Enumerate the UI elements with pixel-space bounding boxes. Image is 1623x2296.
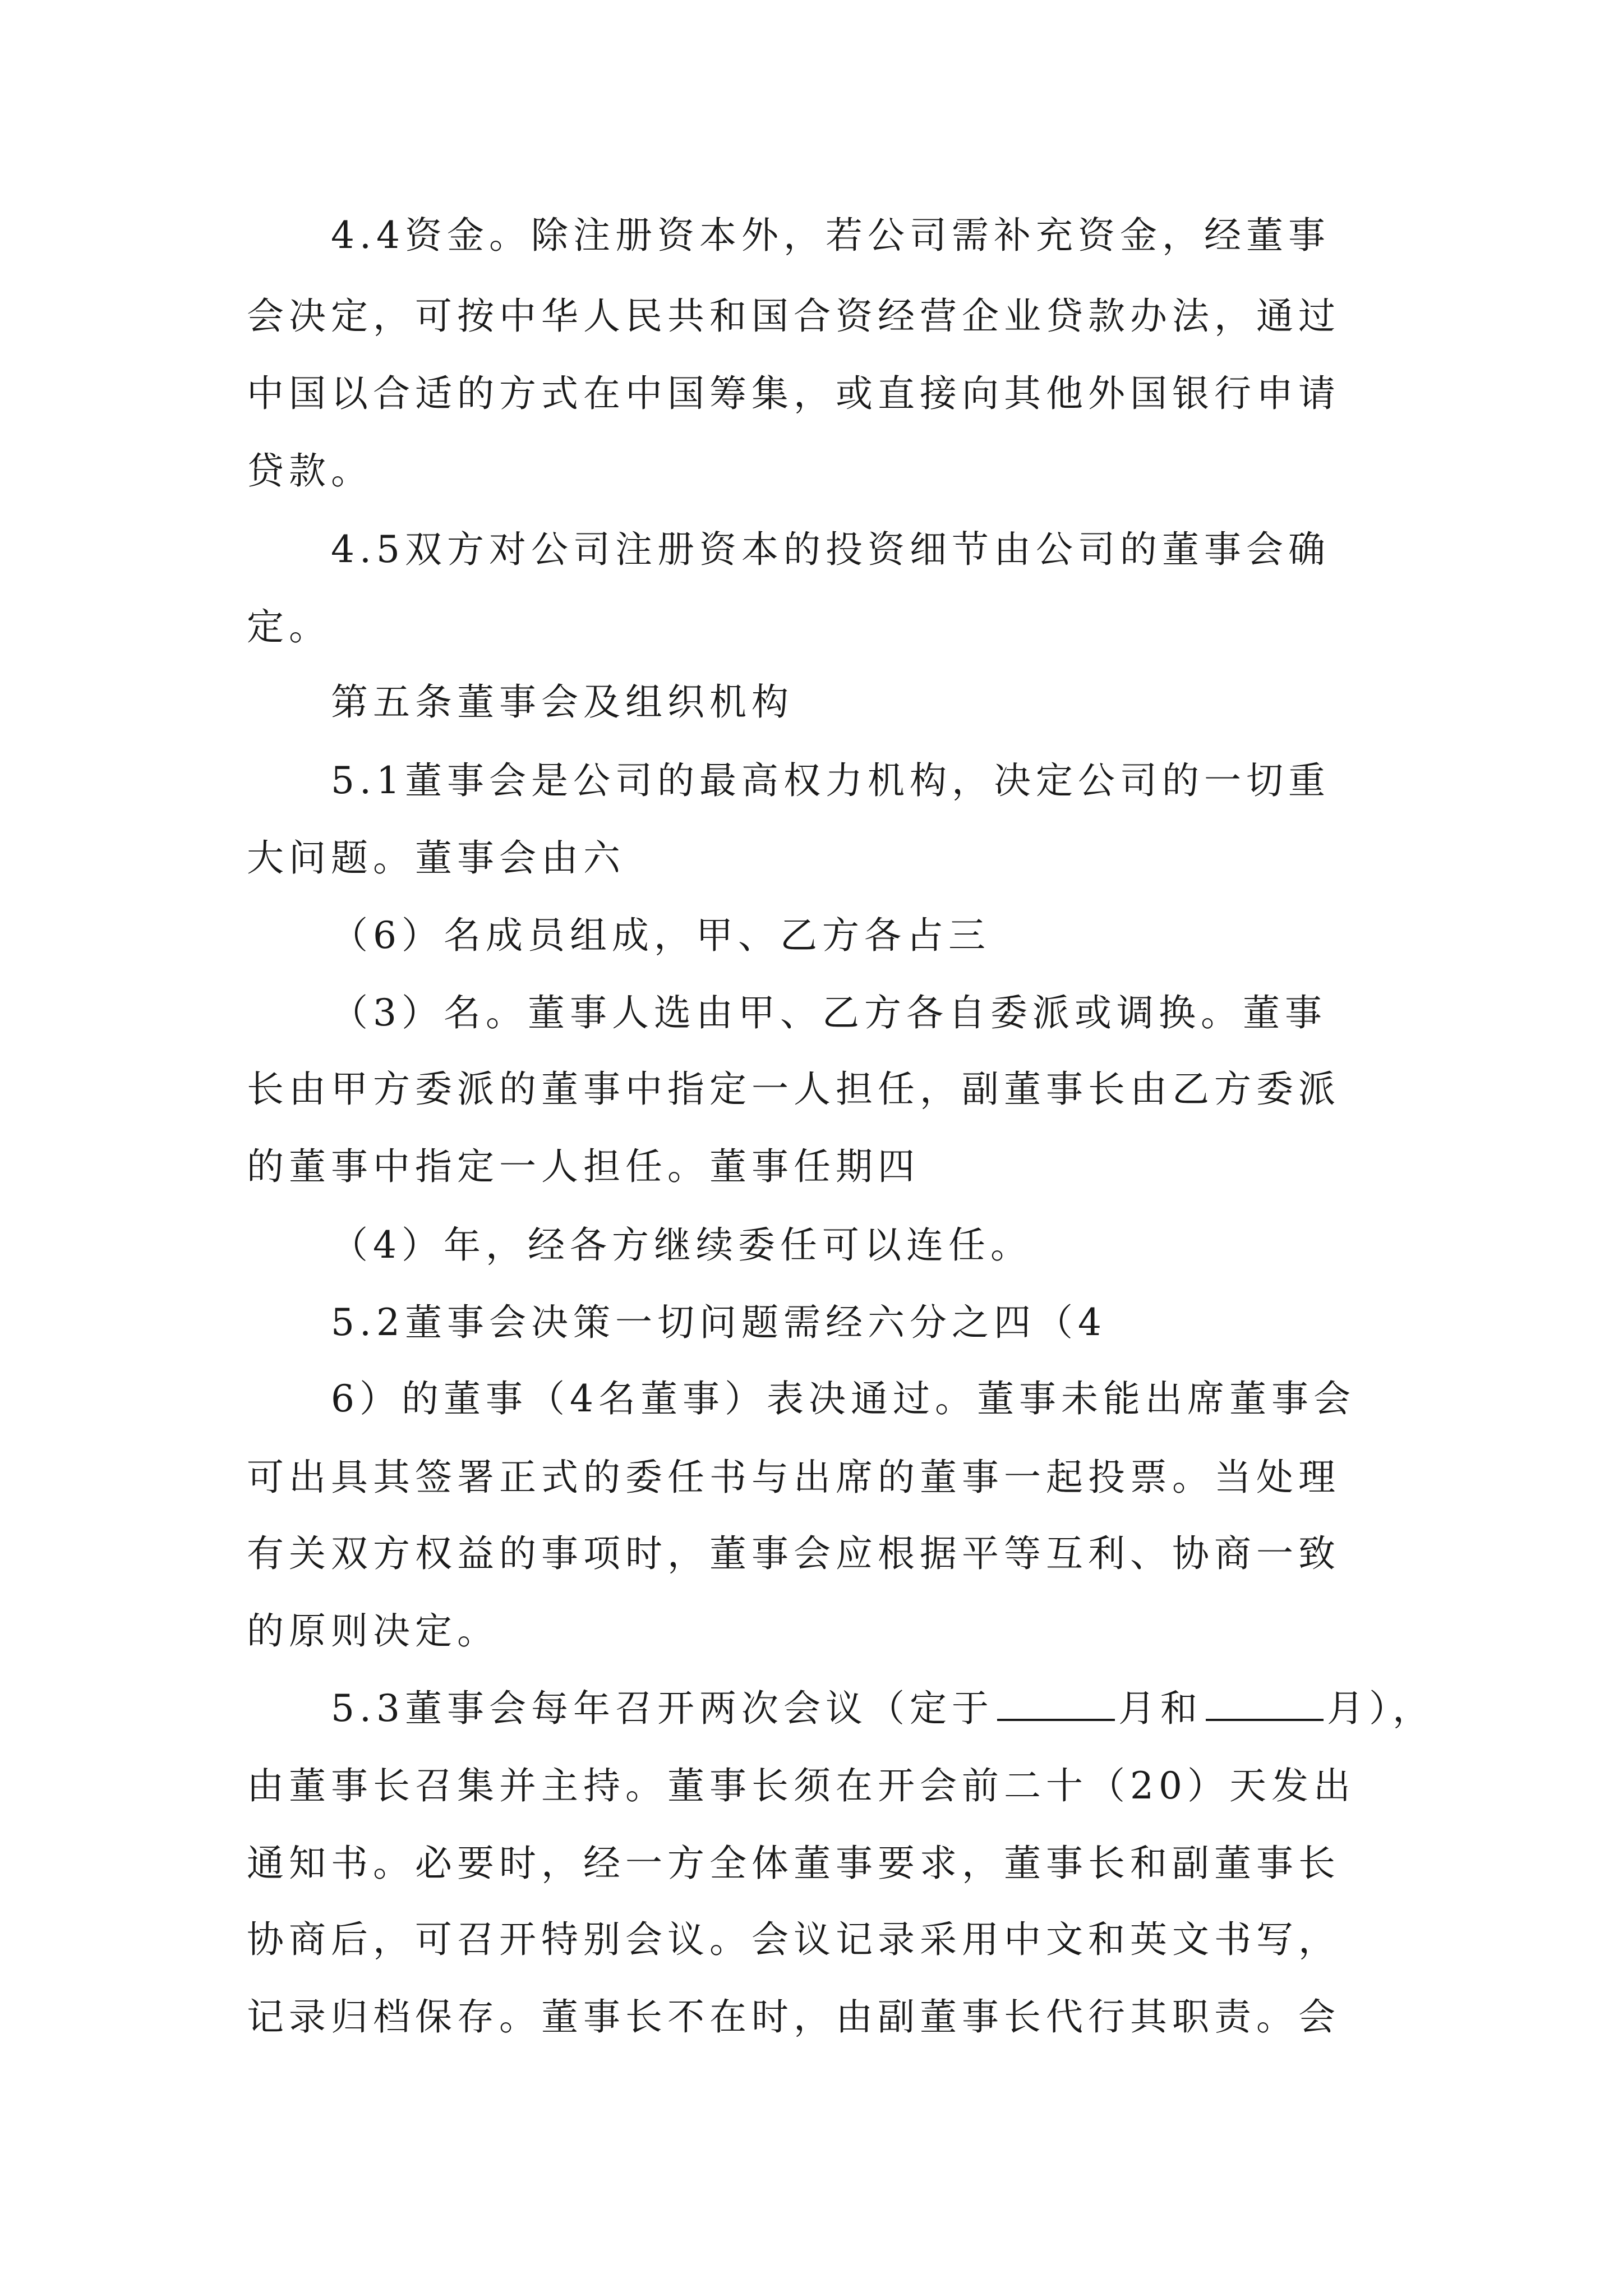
paragraph-4-5-line-2: 定。 (247, 605, 331, 648)
paragraph-5-1-line-6: 的董事中指定一人担任。董事任期四 (247, 1145, 920, 1188)
paragraph-5-1-line-7: （4）年，经各方继续委任可以连任。 (331, 1223, 1032, 1267)
paragraph-5-2-line-3: 可出具其签署正式的委任书与出席的董事一起投票。当处理 (247, 1456, 1340, 1499)
paragraph-5-2-line-4: 有关双方权益的事项时，董事会应根据平等互利、协商一致 (247, 1532, 1340, 1575)
paragraph-5-1-line-5: 长由甲方委派的董事中指定一人担任，副董事长由乙方委派 (247, 1068, 1340, 1111)
paragraph-5-1-line-4: （3）名。董事人选由甲、乙方各自委派或调换。董事 (331, 991, 1327, 1034)
article-5-heading: 第五条董事会及组织机构 (331, 680, 794, 724)
paragraph-4-4-line-2: 会决定，可按中华人民共和国合资经营企业贷款办法，通过 (247, 295, 1340, 338)
paragraph-4-4-line-4: 贷款。 (247, 449, 373, 493)
paragraph-5-3-line-1 (331, 1686, 1435, 1731)
paragraph-5-3-line-4: 协商后，可召开特别会议。会议记录采用中文和英文书写， (247, 1918, 1340, 1961)
paragraph-4-4-line-3: 中国以合适的方式在中国筹集，或直接向其他外国银行申请 (247, 372, 1340, 415)
paragraph-5-2-line-5: 的原则决定。 (247, 1609, 499, 1653)
paragraph-4-4-line-1: 4.4资金。除注册资本外，若公司需补充资金，经董事 (331, 214, 1330, 257)
month-blank-2 (1206, 1688, 1324, 1721)
paragraph-5-3-text-3: 月）， (1326, 1687, 1435, 1730)
paragraph-5-3-text-1: 5.3董事会每年召开两次会议（定于 (331, 1687, 994, 1730)
month-blank-1 (997, 1688, 1115, 1721)
paragraph-5-3-text-2: 月和 (1118, 1687, 1202, 1730)
paragraph-5-1-line-3: （6）名成员组成，甲、乙方各占三 (331, 914, 990, 957)
paragraph-4-5-line-1: 4.5双方对公司注册资本的投资细节由公司的董事会确 (331, 528, 1330, 571)
paragraph-5-3-line-3: 通知书。必要时，经一方全体董事要求，董事长和副董事长 (247, 1842, 1340, 1885)
paragraph-5-1-line-2: 大问题。董事会由六 (247, 836, 625, 880)
paragraph-5-3-line-5: 记录归档保存。董事长不在时，由副董事长代行其职责。会 (247, 1995, 1340, 2039)
paragraph-5-2-line-2: 6）的董事（4名董事）表决通过。董事未能出席董事会 (331, 1377, 1355, 1420)
paragraph-5-3-line-2: 由董事长召集并主持。董事长须在开会前二十（20）天发出 (247, 1764, 1355, 1807)
paragraph-5-1-line-1: 5.1董事会是公司的最高权力机构，决定公司的一切重 (331, 759, 1330, 802)
paragraph-5-2-line-1: 5.2董事会决策一切问题需经六分之四（4 (331, 1301, 1106, 1344)
